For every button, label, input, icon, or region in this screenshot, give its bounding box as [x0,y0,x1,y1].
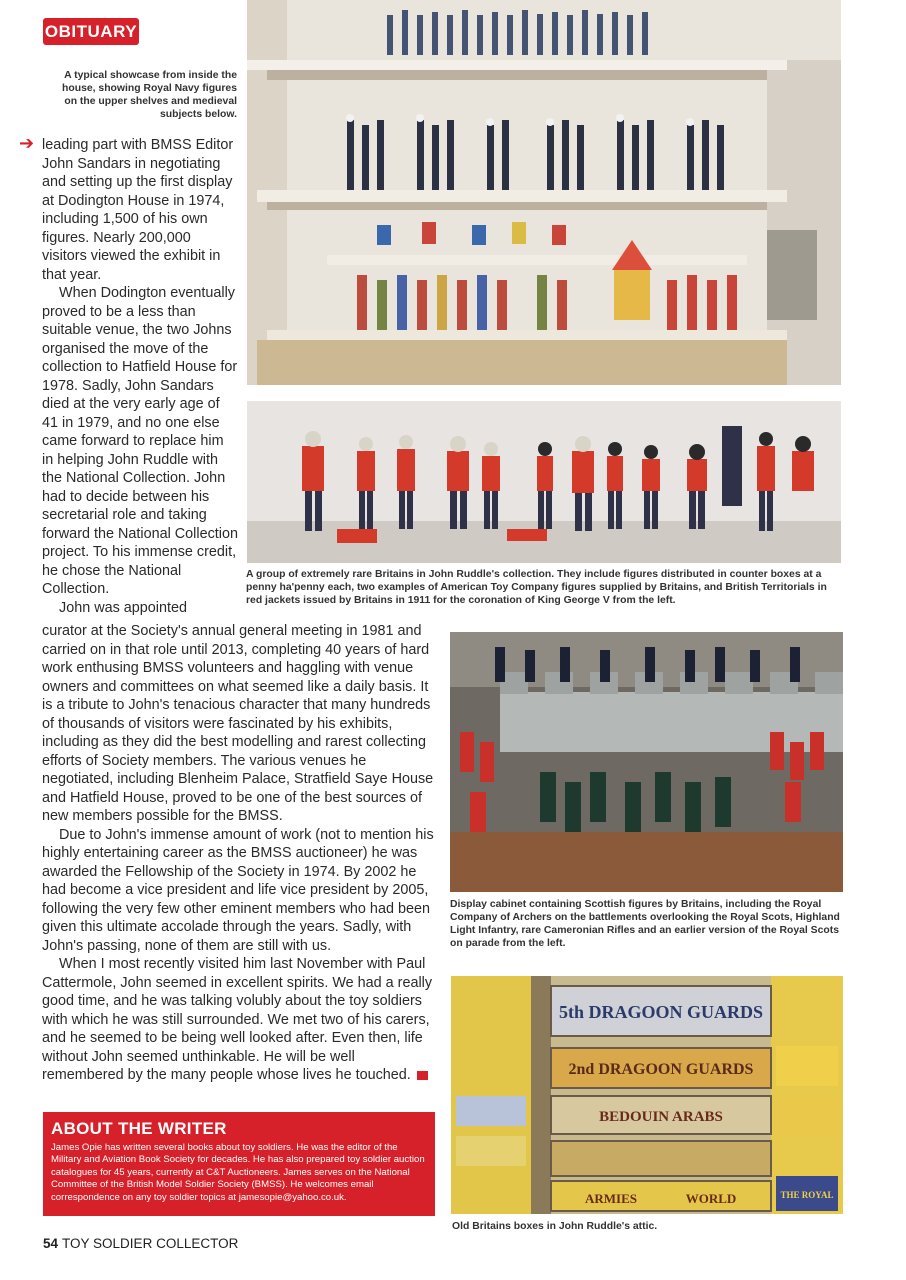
photo-scottish-figures [450,632,843,892]
about-writer-box [43,1112,435,1216]
photo-britains-boxes [451,976,843,1214]
caption-group: A group of extremely rare Britains in John Ruddle's collection. They include figures distributed in counter boxes at a penny ha'penny each, two examples of American Toy Company figures supplied by Britains, and British Territorials in red jackets issued by Britains in 1911 for the coronation of King George V from the left. [246,569,827,606]
page-footer [43,1236,238,1251]
box-label-armies: ARMIES [584,1191,638,1206]
photo-group-britains [247,401,841,563]
page-number: 54 [43,1236,59,1251]
arrow-right-icon: ➔ [19,133,35,153]
paragraph-3-cont: curator at the Society's annual general meeting in 1981 and carried on in that role until 2013, completing 40 years of hard work enthusing BMSS volunteers and haggling with venue owners and committees on what seemed like a daily basis. It is a tribute to John's tenacious character that many hundreds of thousands of visitors were fascinated by his exhibits, including as they did the best modelling and rarest collecting efforts of Society members. The various venues he negotiated, including Blenheim Palace, Stratfield Saye House and Hatfield House, proved to be one of the best sources of new members possible for the BMSS. [42,623,434,824]
article-column-left [42,136,238,617]
paragraph-5 [42,955,445,1085]
photo-showcase [247,0,841,385]
caption-scottish: Display cabinet containing Scottish figures by Britains, including the Royal Company of Archers on the battlements overlooking the Royal Scots, Highland Light Infantry, rare Cameronian Rifles and an earlier version of the Royal Scots on parade from the left. [450,899,840,949]
box-label-2nd-dragoon: 2nd DRAGOON GUARDS [568,1061,754,1078]
paragraph-1: leading part with BMSS Editor John Sandars in negotiating and setting up the first display at Dodington House in 1974, including 1,500 of his own figures. Nearly 200,000 visitors viewed the exhibit in that year. [42,137,234,283]
magazine-name: TOY SOLDIER COLLECTOR [62,1236,239,1251]
section-tag: OBITUARY [43,18,139,45]
article-column-main [42,622,445,1085]
box-label-5th-dragoon: 5th DRAGOON GUARDS [558,1002,764,1022]
end-mark: END [417,1071,428,1080]
about-writer-text: James Opie has written several books about toy soldiers. He was the editor of the Military and Aviation Book Society for decades. He has also prepared toy soldier auction catalogues for 45 years, currently at C&T Auctioneers. James serves on the National Committee of the British Model Soldier Society (BMSS). He welcomes email correspondence on any toy soldier topics at jamesopie@yahoo.co.uk. [51,1142,425,1203]
box-label-the-royal: THE ROYAL [780,1190,834,1200]
box-label-bedouin: BEDOUIN ARABS [599,1109,723,1125]
paragraph-3-start: John was appointed [59,599,188,616]
box-label-world: WORLD [685,1191,737,1206]
about-writer-heading: ABOUT THE WRITER [51,1119,227,1138]
caption-boxes: Old Britains boxes in John Ruddle's attic. [452,1221,658,1232]
caption-showcase: A typical showcase from inside the house, showing Royal Navy figures on the upper shelves and medieval subjects below. [62,70,237,120]
paragraph-5-text: When I most recently visited him last November with Paul Cattermole, John seemed in excellent spirits. We had a really good time, and he was talking volubly about the toy soldiers with which he was still surrounded. We met two of his carers, and he seemed to be being well looked after. Even then, life without John seemed unthinkable. He will be well remembered by the many people whose lives he touched. [42,956,433,1083]
paragraph-4: Due to John's immense amount of work (not to mention his highly entertaining career as the BMSS auctioneer) he was awarded the Fellowship of the Society in 1974. By 2002 he had become a vice president and life vice president by 2005, following the very few other eminent members who had been given this ultimate accolade through the years. Sadly, with John's passing, none of them are still with us. [42,826,434,954]
paragraph-2: When Dodington eventually proved to be a less than suitable venue, the two Johns organised the move of the collection to Hatfield House for 1978. Sadly, John Sandars died at the very early age of 41 in 1979, and no one else came forward to replace him in helping John Ruddle with the National Collection. John had to decide between his secretarial role and taking forward the National Collection project. To his immense credit, he chose the National Collection. [42,285,238,597]
